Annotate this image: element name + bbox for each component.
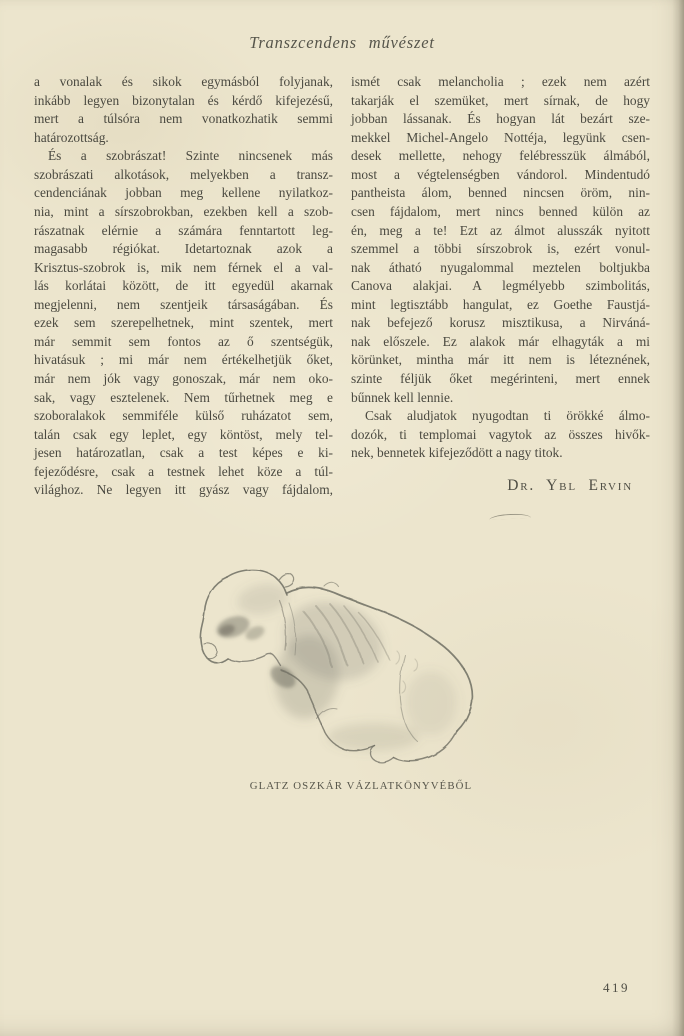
- text-line: pantheista álom, benned nincsen öröm, nin-: [351, 185, 650, 201]
- text-line: jobban lássanak. És hogyan lát bezárt sze-: [351, 111, 650, 127]
- text-line: sak, vagy esztelenek. Nem tűrhetnek meg e: [34, 389, 333, 405]
- text-line: a vonalak és sikok egymásból folyjanak,: [34, 74, 333, 89]
- text-line: desek mellette, nehogy felébresszük álmából,: [351, 148, 650, 164]
- text-line: Csak aludjatok nyugodtan ti örökké álmo-: [365, 408, 650, 424]
- text-line: És a szobrászat! Szinte nincsenek más: [48, 148, 333, 164]
- text-line: lás korlátai között, de itt egyedül akarnak: [34, 278, 333, 294]
- text-line: ezek sem szerepelhetnek, mint szentek, mert: [34, 315, 333, 331]
- text-line: cendenciának jobban meg kellene nyilatkoz-: [34, 185, 333, 201]
- text-line: takarják el szemüket, mert sírnak, de hogy: [351, 92, 650, 108]
- right-text-column: [351, 73, 650, 463]
- text-line: nia, mint a sírszobrokban, ezekben kell a szob-: [34, 203, 333, 219]
- text-line: nak átható nyugalommal meztelen boltjukba: [351, 259, 650, 275]
- left-text-column: [34, 73, 333, 500]
- text-line: megjelenni, nem szentjeik társaságában. És: [34, 296, 333, 312]
- text-line: fejeződésre, csak a testnek lehet köze a túl-: [34, 463, 333, 479]
- text-line: dozók, ti templomai vagytok az összes hivők-: [351, 426, 650, 442]
- text-line: most a végtelenségben vándorol. Mindentudó: [351, 166, 650, 182]
- scan-edge-shadow: [672, 0, 684, 1036]
- end-of-article-dash: [489, 513, 531, 520]
- page-header-title: Transzcendens művészet: [249, 33, 435, 52]
- text-line: én, meg a te! Ezt az álmot alusszák nyitott: [351, 222, 650, 238]
- text-line: Krisztus-szobrok is, mik nem férnek el a val-: [34, 259, 333, 275]
- text-line: már nem jók vagy gonoszak, már nem oko-: [34, 371, 333, 386]
- text-line: ismét csak melancholia ; ezek nem azért: [351, 74, 650, 89]
- text-line: mint legtisztább hangulat, ez Goethe Faustjá-: [351, 296, 650, 312]
- text-line: mert a túlsóra nem vonatkozhatik semmi: [34, 111, 333, 127]
- text-line: szinte féljük őket megérinteni, mert ennek: [351, 371, 650, 386]
- text-line: csen fájdalom, mert nincs benned külön az: [351, 203, 650, 219]
- text-line: hivatásuk ; mi már nem értékelhetjük őket,: [34, 352, 333, 368]
- text-line: nak befejező korusz misztikusa, a Nirváná-: [351, 315, 650, 331]
- text-line: nak előszele. Ez alakok már elhagyták a mi: [351, 333, 650, 349]
- text-line: szemmel a többi sírszobrok is, ezért vonul-: [351, 241, 650, 257]
- text-line: rászatnak elérnie a számára fenntartott leg-: [34, 222, 333, 238]
- text-line: már semmit sem fontos az ő szentségük,: [34, 333, 333, 349]
- text-line: szoboralakok semmiféle külső ruházatot sem,: [34, 408, 333, 424]
- text-line: jesen határozatlan, csak a test képes e ki-: [34, 445, 333, 461]
- figure-caption: GLATZ OSZKÁR VÁZLATKÖNYVÉBŐL: [249, 780, 473, 792]
- text-line: Canova alakjai. A legmélyebb szimbolitás,: [351, 278, 650, 294]
- lamb-sketch-illustration: [163, 551, 525, 783]
- text-line: szobrászati alkotások, melyekben a transz-: [34, 166, 333, 182]
- author-signature: Dr. Ybl Ervin: [507, 477, 633, 494]
- text-line: inkább legyen bizonytalan és kérdő kifejezésű,: [34, 92, 333, 108]
- text-line: határozottság.: [34, 129, 109, 145]
- text-line: bűnnek kell lennie.: [351, 389, 454, 405]
- text-line: talán csak egy leplet, egy köntöst, mely tel-: [34, 426, 333, 442]
- text-line: nek, bennetek kifejeződött a nagy titok.: [351, 445, 563, 461]
- page-number: 419: [603, 980, 630, 995]
- text-line: világhoz. Ne legyen itt gyász vagy fájdalom,: [34, 482, 333, 498]
- text-line: mekkel Michel-Angelo Nottéja, legyünk csen-: [351, 129, 650, 145]
- text-line: magasabb régiókat. Idetartoznak azok a: [34, 241, 333, 257]
- text-line: körünket, mintha már itt nem is léteznének,: [351, 352, 650, 368]
